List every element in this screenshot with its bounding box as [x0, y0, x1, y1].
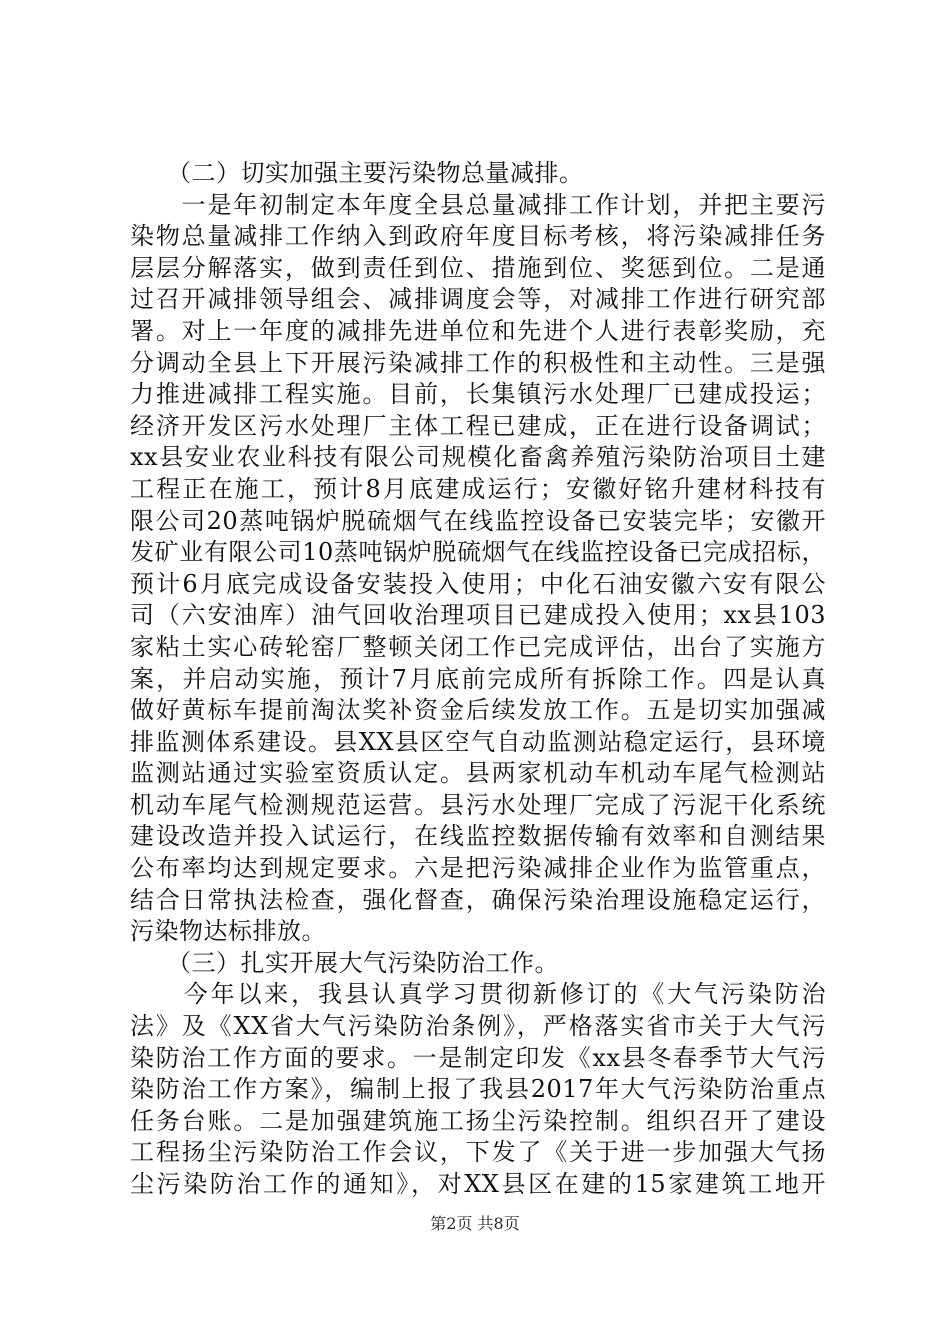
text-line: 经济开发区污水处理厂主体工程已建成，正在进行设备调试； — [130, 411, 826, 440]
text-line: 染防治工作方案》，编制上报了我县2017年大气污染防治重点 — [130, 1075, 826, 1104]
text-line: 预计6月底完成设备安装投入使用；中化石油安徽六安有限公 — [130, 569, 826, 598]
text-line: 法》及《XX省大气污染防治条例》，严格落实省市关于大气污 — [130, 1012, 826, 1041]
text-line: 司（六安油库）油气回收治理项目已建成投入使用；xx县103 — [130, 601, 826, 630]
section-heading-3: （三）扎实开展大气污染防治工作。 — [130, 948, 559, 977]
section-heading-2: （二）切实加强主要污染物总量减排。 — [130, 159, 584, 187]
text-line: xx县安业农业科技有限公司规模化畜禽养殖污染防治项目土建 — [130, 443, 826, 472]
page-number-footer: 第2页 共8页 — [430, 1214, 520, 1233]
text-line: 任务台账。二是加强建筑施工扬尘污染控制。组织召开了建设 — [130, 1106, 826, 1135]
text-line: 过召开减排领导组会、减排调度会等，对减排工作进行研究部 — [130, 285, 826, 314]
text-line: 工程扬尘污染防治工作会议，下发了《关于进一步加强大气扬 — [130, 1138, 826, 1167]
document-body — [130, 158, 826, 1201]
text-line: 工程正在施工，预计8月底建成运行；安徽好铭升建材科技有 — [130, 474, 826, 503]
text-line: 污染物达标排放。 — [130, 917, 326, 946]
text-line: 发矿业有限公司10蒸吨锅炉脱硫烟气在线监控设备已完成招标， — [130, 538, 826, 567]
text-line: 做好黄标车提前淘汰奖补资金后续发放工作。五是切实加强减 — [130, 696, 826, 725]
text-line: 染防治工作方面的要求。一是制定印发《xx县冬春季节大气污 — [130, 1043, 826, 1072]
text-line: 分调动全县上下开展污染减排工作的积极性和主动性。三是强 — [130, 348, 826, 377]
text-line: 机动车尾气检测规范运营。县污水处理厂完成了污泥干化系统 — [130, 790, 826, 819]
text-line: 层层分解落实，做到责任到位、措施到位、奖惩到位。二是通 — [130, 253, 826, 282]
text-line: 署。对上一年度的减排先进单位和先进个人进行表彰奖励，充 — [130, 316, 826, 345]
text-line: 尘污染防治工作的通知》，对XX县区在建的15家建筑工地开 — [130, 1170, 826, 1198]
text-line: 建设改造并投入试运行，在线监控数据传输有效率和自测结果 — [130, 822, 826, 851]
text-line: 监测站通过实验室资质认定。县两家机动车机动车尾气检测站 — [130, 759, 826, 788]
text-line: 公布率均达到规定要求。六是把污染减排企业作为监管重点， — [130, 854, 826, 883]
text-line: 案，并启动实施，预计7月底前完成所有拆除工作。四是认真 — [130, 664, 826, 693]
text-line: 家粘土实心砖轮窑厂整顿关闭工作已完成评估，出台了实施方 — [130, 632, 826, 661]
text-line: 排监测体系建设。县XX县区空气自动监测站稳定运行，县环境 — [130, 727, 826, 756]
text-line: 今年以来，我县认真学习贯彻新修订的《大气污染防治 — [130, 980, 826, 1009]
text-line: 力推进减排工程实施。目前，长集镇污水处理厂已建成投运； — [130, 380, 826, 409]
text-line: 染物总量减排工作纳入到政府年度目标考核，将污染减排任务 — [130, 222, 826, 251]
text-line: 限公司20蒸吨锅炉脱硫烟气在线监控设备已安装完毕；安徽开 — [130, 506, 826, 535]
text-line: 结合日常执法检查，强化督查，确保污染治理设施稳定运行， — [130, 885, 826, 914]
text-line: 一是年初制定本年度全县总量减排工作计划，并把主要污 — [130, 190, 826, 219]
